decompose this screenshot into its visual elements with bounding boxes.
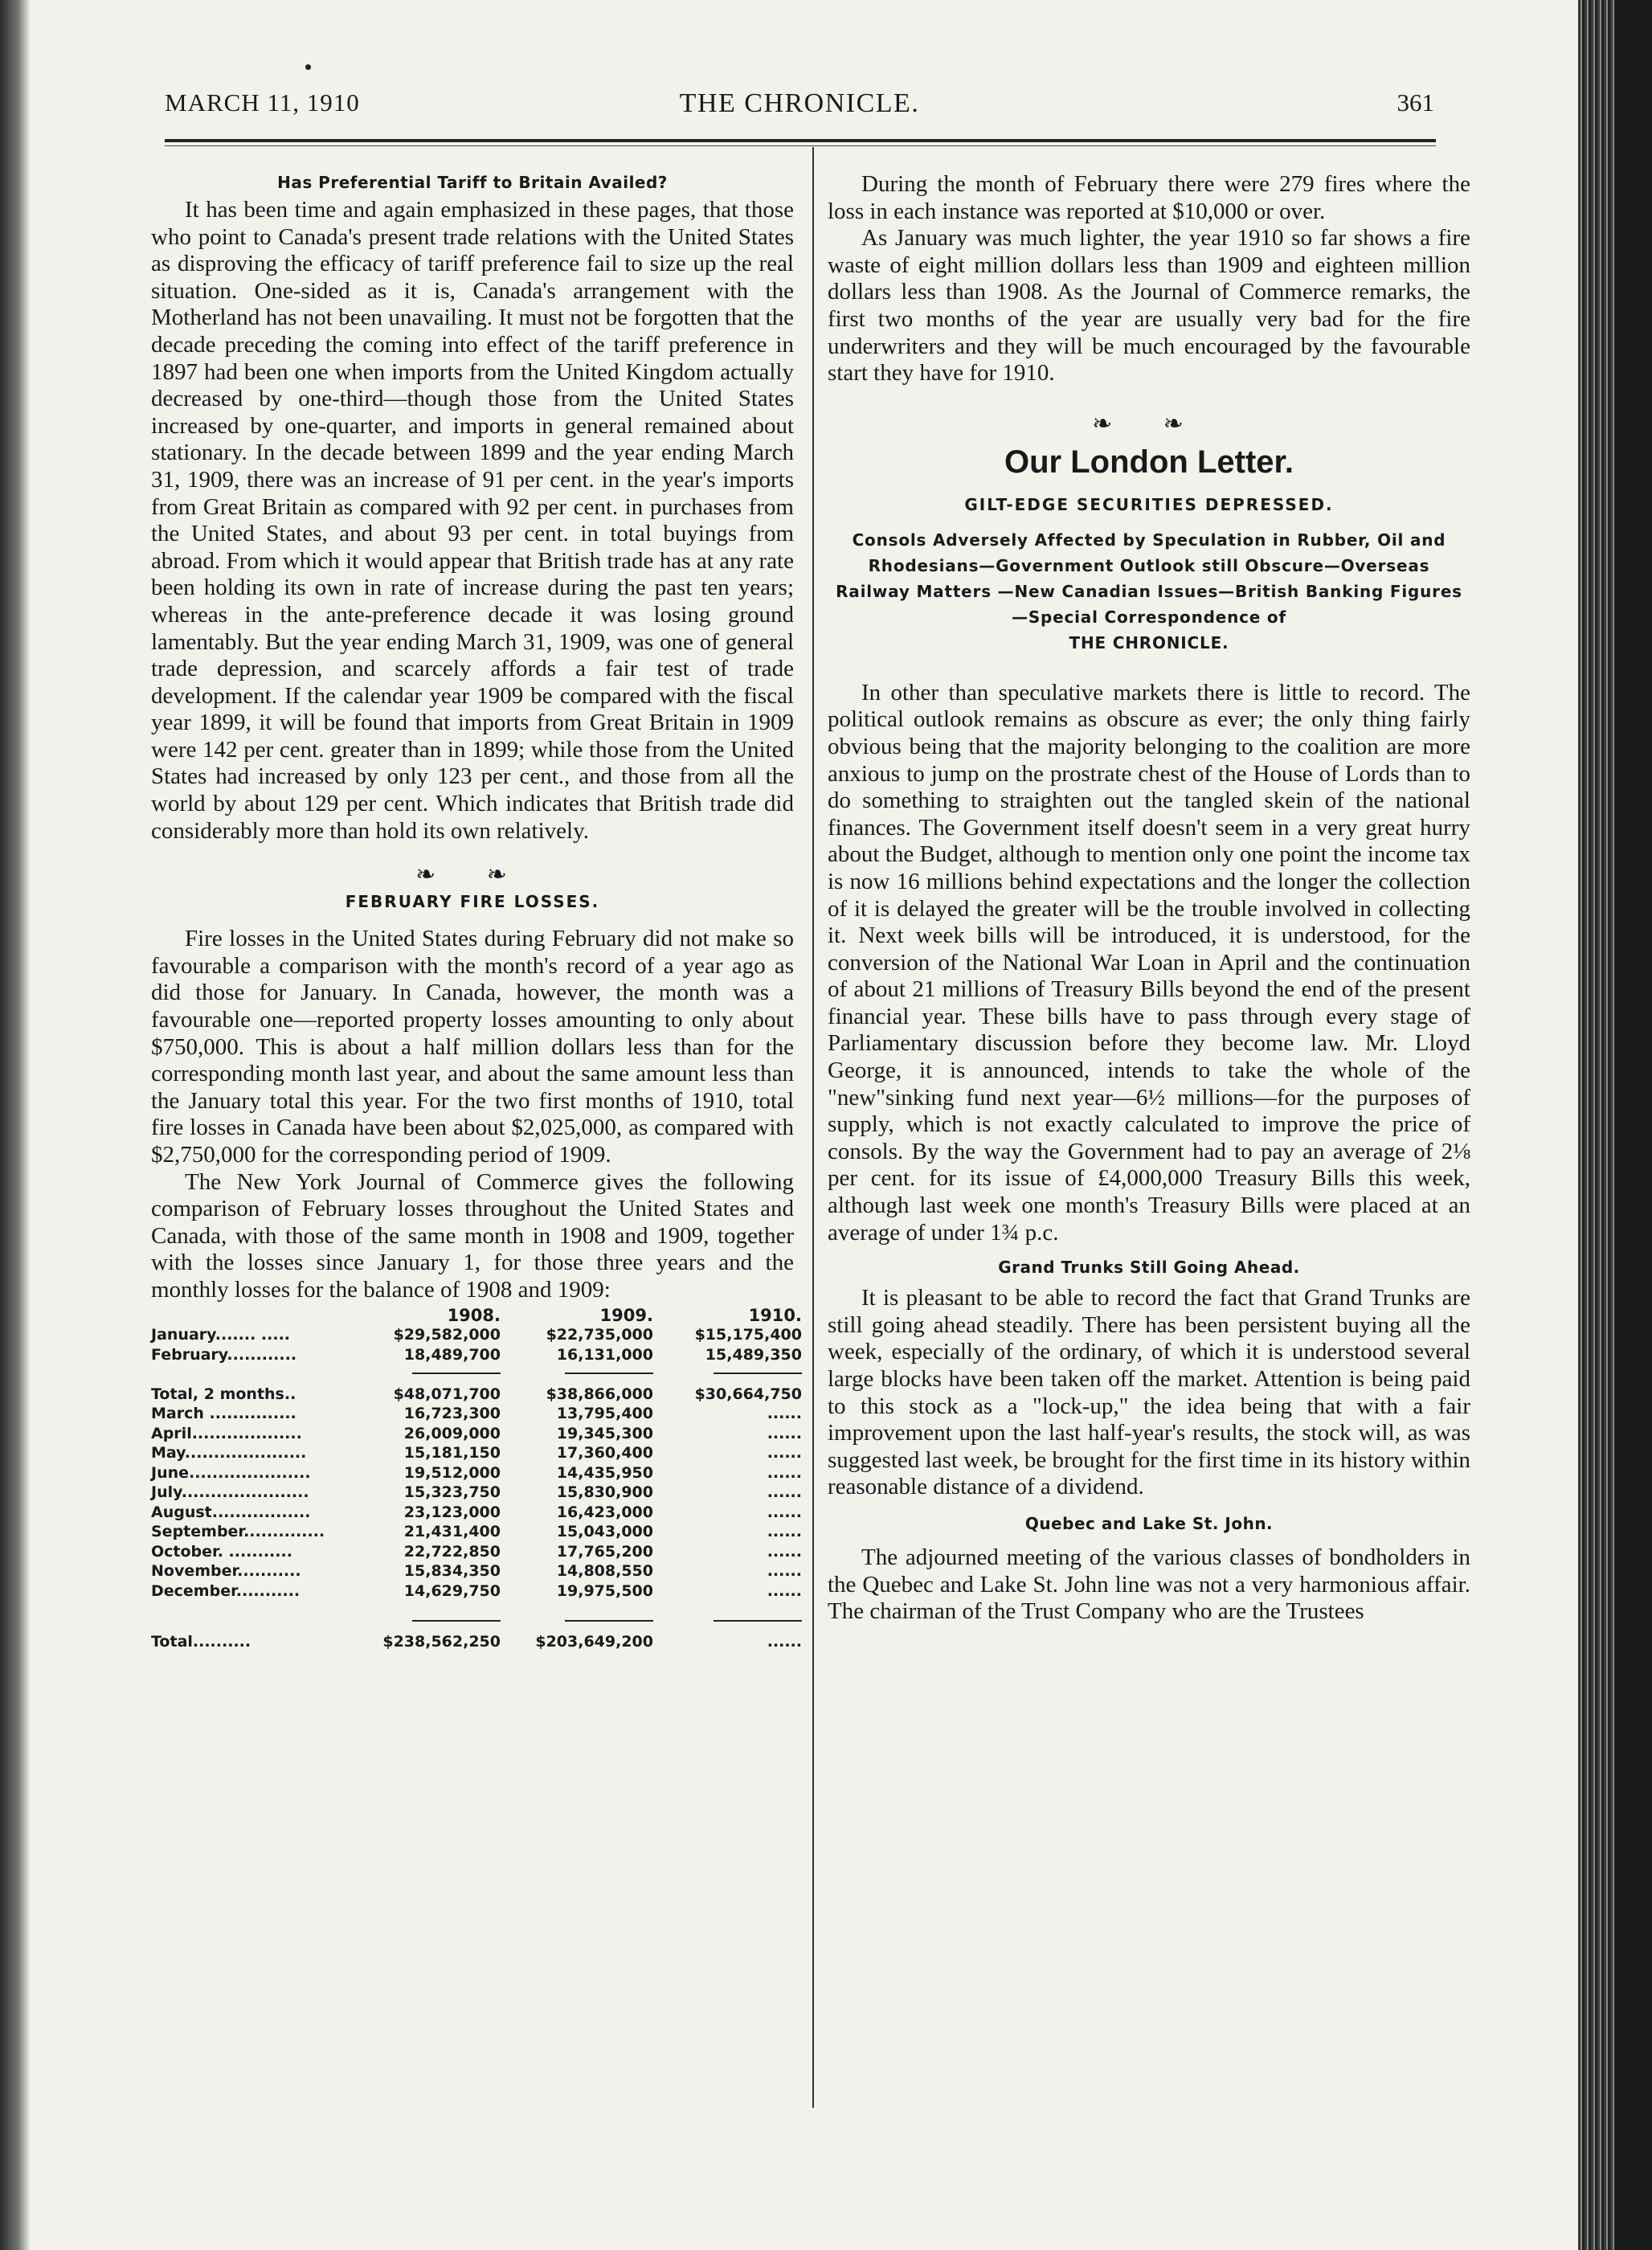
table-row: October. ........... 22,722,850 17,765,200 ......: [151, 1542, 802, 1561]
column-header: 1910.: [748, 1305, 802, 1325]
table-row: September.............. 21,431,400 15,043,000 ......: [151, 1523, 802, 1541]
fire-losses-continued-1: During the month of February there were 279 fires where the loss in each instance was reported at $10,000 or over.: [828, 171, 1470, 224]
grand-trunk-heading: Grand Trunks Still Going Ahead.: [998, 1258, 1300, 1278]
ornament-divider: ❧ ❧: [415, 861, 530, 889]
publication-name-inline: THE CHRONICLE.: [1069, 632, 1229, 652]
table-row: February............ 18,489,700 16,131,000 15,489,350: [151, 1345, 802, 1364]
column-header: 1908.: [447, 1305, 501, 1325]
running-head: [165, 88, 1434, 129]
table-row: January....... ..... $29,582,000 $22,735,000 $15,175,400: [151, 1326, 802, 1344]
left-column: [151, 163, 802, 1651]
right-column: [828, 163, 1470, 1626]
fire-losses-paragraph-1: Fire losses in the United States during February did not make so favourable a comparison with the month's record of a year ago as did those for January. In Canada, however, the month was a favourable one—reported property losses amounting to only about $750,000. This is about a half million dollars less than for the corresponding month last year, and about the same amount less than the January total this year. For the two first months of 1910, total fire losses in Canada have been about $2,025,000, as compared with $2,750,000 for the corresponding period of 1909.: [151, 926, 794, 1168]
table-spacer: [151, 1601, 802, 1612]
table-row: May..................... 15,181,150 17,360,400 ......: [151, 1444, 802, 1462]
quebec-paragraph: The adjourned meeting of the various classes of bondholders in the Quebec and Lake St. John line was not a very harmonious affair. The chairman of the Trust Company who are the Trustees: [828, 1544, 1470, 1625]
table-subtotal-row: Total, 2 months.. $48,071,700 $38,866,000 $30,664,750: [151, 1385, 802, 1403]
print-speck: [305, 64, 311, 70]
article-heading-fire-losses: FEBRUARY FIRE LOSSES.: [345, 892, 600, 912]
table-row: April................... 26,009,000 19,345,300 ......: [151, 1424, 802, 1442]
table-row: July...................... 15,323,750 15,830,900 ......: [151, 1483, 802, 1502]
table-row: August................. 23,123,000 16,423,000 ......: [151, 1503, 802, 1521]
london-letter-paragraph-1: In other than speculative markets there is little to record. The political outlook remains as obscure as ever; the only thing fairly obvious being that the majority belonging to the coalition are more anxious to jump on the prostrate chest of the House of Lords than to do something to straighten out the tangled skein of the national finances. The Government itself doesn't seem in a very great hurry about the Budget, although to mention only one point the income tax is now 16 millions behind expectations and the longer the collection of it is delayed the greater will be the trouble involved in collecting it. Next week bills will be introduced, it is understood, for the conversion of the National War Loan in April and the continuation of about 21 millions of Treasury Bills beyond the end of the present financial year. These bills have to pass through every stage of Parliamentary discussion before they become law. Mr. Lloyd George, it is announced, intends to take the whole of the "new"sinking fund next year—6½ millions—for the purposes of supply, which is not exactly calculated to improve the price of consols. By the way the Government had to pay an average of 2⅛ per cent. for its issue of £4,000,000 Treasury Bills this week, although last week one month's Treasury Bills were placed at an average of under 1¾ p.c.: [828, 679, 1470, 1246]
issue-date: MARCH 11, 1910: [165, 88, 360, 117]
london-letter-title: Our London Letter.: [1004, 444, 1294, 480]
table-row: December........... 14,629,750 19,975,500 ......: [151, 1581, 802, 1600]
page-number: 361: [1396, 88, 1434, 117]
column-rule: [812, 147, 814, 2108]
book-binding: [0, 0, 31, 2250]
fire-losses-continued-2: As January was much lighter, the year 1910 so far shows a fire waste of eight million dollars less than 1909 and eighteen million dollars less than 1908. As the Journal of Commerce remarks, the first two months of the year are usually very bad for the fire underwriters and they will be much encouraged by the favourable start they have for 1910.: [828, 225, 1470, 387]
table-rule: [151, 1612, 802, 1632]
table-header-row: [151, 1306, 802, 1326]
article-heading-tariff: Has Preferential Tariff to Britain Availed?: [277, 173, 668, 192]
publication-title: THE CHRONICLE.: [679, 88, 920, 118]
table-rule: [151, 1364, 802, 1385]
article-body-tariff: It has been time and again emphasized in these pages, that those who point to Canada's present trade relations with the United States as disproving the efficacy of tariff preference fail to size up the real situation. One-sided as it is, Canada's arrangement with the Motherland has not been unavailing. It must not be forgotten that the decade preceding the coming into effect of the tariff preference in 1897 had been one when imports from the United Kingdom actually decreased by one-third—though those from the United States increased by one-quarter, and imports in general remained about stationary. In the decade between 1899 and the year ending March 31, 1909, there was an increase of 91 per cent. in the year's imports from Great Britain as compared with 92 per cent. in purchases from the United States, and about 93 per cent. in total buyings from abroad. From which it would appear that British trade has at any rate been holding its own in rate of increase during the past ten years; whereas in the ante-preference decade it was losing ground lamentably. But the year ending March 31, 1909, was one of general trade depression, and scarcely affords a fair test of trade development. If the calendar year 1909 be compared with the fiscal year 1899, it will be found that imports from Great Britain in 1909 were 142 per cent. greater than in 1899; while those from the United States had increased by only 123 per cent., and those from all the world by about 129 per cent. Which indicates that British trade did considerably more than hold its own relatively.: [151, 197, 794, 844]
table-total-row: Total.......... $238,562,250 $203,649,200 ......: [151, 1632, 802, 1651]
fire-losses-table: [151, 1306, 802, 1652]
table-row: November........... 15,834,350 14,808,550 ......: [151, 1562, 802, 1581]
table-row: March ............... 16,723,300 13,795,400 ......: [151, 1405, 802, 1423]
header-rule-thin: [165, 145, 1436, 146]
column-header: 1909.: [599, 1305, 653, 1325]
quebec-heading: Quebec and Lake St. John.: [1024, 1513, 1274, 1533]
header-rule: [165, 139, 1436, 142]
london-letter-subtitle: GILT-EDGE SECURITIES DEPRESSED.: [964, 494, 1334, 514]
london-letter-subheads: Consols Adversely Affected by Speculation in Rubber, Oil and Rhodesians—Government Outlook still Obscure—Overseas Railway Matters —New Canadian Issues—British Banking Figures—Special Correspondence of THE CHRONICLE.: [836, 530, 1462, 652]
ornament-divider: ❧ ❧: [1092, 410, 1206, 437]
table-row: June..................... 19,512,000 14,435,950 ......: [151, 1463, 802, 1482]
grand-trunk-paragraph: It is pleasant to be able to record the fact that Grand Trunks are still going ahead steadily. There has been persistent buying all the week, especially of the ordinary, of which it is understood several large blocks have been taken off the market. Attention is being paid to this stock as a "lock-up," the idea being that with a fair improvement upon the last half-year's results, the stock will, as was suggested last week, be brought for the first time in its history within reasonable distance of a dividend.: [828, 1285, 1470, 1500]
fire-losses-paragraph-2: The New York Journal of Commerce gives the following comparison of February losses throughout the United States and Canada, with those of the same month in 1908 and 1909, together with the losses since January 1, for those three years and the monthly losses for the balance of 1908 and 1909:: [151, 1168, 794, 1303]
page-edges: [1578, 0, 1615, 2250]
